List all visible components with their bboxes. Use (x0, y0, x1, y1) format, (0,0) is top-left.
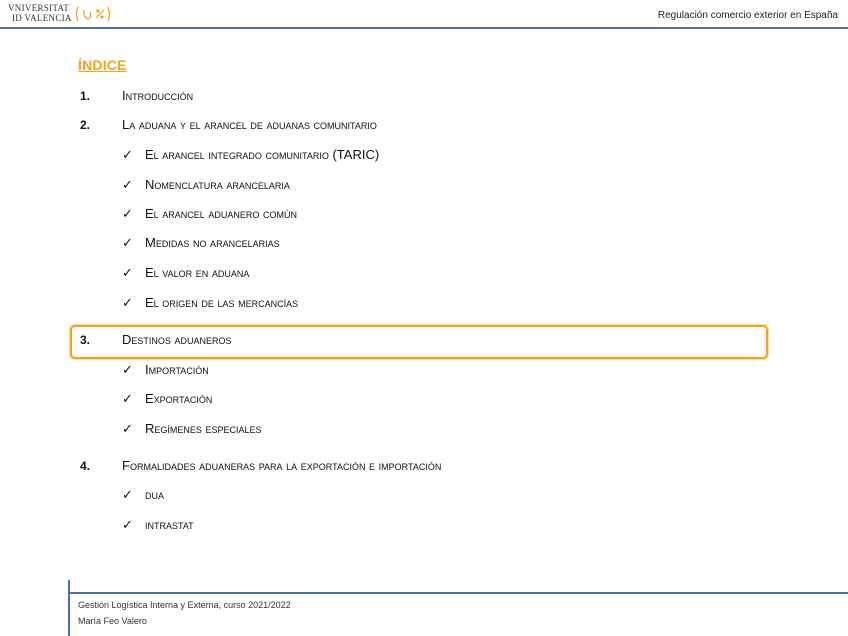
document-header-title: Regulación comercio exterior en España (657, 10, 838, 21)
footer-vertical-rule (68, 580, 70, 636)
section-label: Introducción (122, 88, 194, 103)
subsection-label: intrastat (145, 517, 194, 532)
logo-line-2: ID VALENCIA (12, 13, 72, 23)
checkmark-icon: ✓ (122, 235, 133, 250)
section-number: 2. (80, 118, 91, 132)
checkmark-icon: ✓ (122, 295, 133, 310)
subsection-label: Exportación (145, 391, 213, 406)
checkmark-icon: ✓ (122, 421, 133, 436)
subsection-label: Medidas no arancelarias (145, 235, 280, 250)
subsection-label: El arancel aduanero común (145, 206, 298, 221)
subsection-label: Regímenes especiales (145, 421, 262, 436)
university-logo (8, 3, 118, 25)
index-title: ÍNDICE (78, 57, 127, 73)
header (0, 0, 848, 28)
subsection-label: El arancel integrado comunitario (TARIC) (145, 147, 380, 162)
checkmark-icon: ✓ (122, 362, 133, 377)
logo-line-1: VNIVERSITAT (8, 3, 70, 13)
header-rule (0, 27, 848, 29)
checkmark-icon: ✓ (122, 265, 133, 280)
subsection-label: Nomenclatura arancelaria (145, 177, 290, 192)
checkmark-icon: ✓ (122, 487, 133, 502)
subsection-label: El origen de las mercancías (145, 295, 299, 310)
section-label: La aduana y el arancel de aduanas comunitario (122, 117, 377, 132)
subsection-label: dua (145, 487, 165, 502)
section-number: 4. (80, 459, 91, 473)
section-label: Formalidades aduaneras para la exportación e importación (122, 458, 442, 473)
section-number: 3. (80, 333, 91, 347)
section-number: 1. (80, 89, 91, 103)
footer-author: María Feo Valero (78, 616, 147, 626)
section-label: Destinos aduaneros (122, 332, 232, 347)
logo-mark-icon (74, 5, 112, 23)
logo-text (8, 3, 72, 23)
subsection-label: Importación (145, 362, 209, 377)
checkmark-icon: ✓ (122, 391, 133, 406)
subsection-label: El valor en aduana (145, 265, 250, 280)
checkmark-icon: ✓ (122, 177, 133, 192)
footer-course: Gestión Logística Interna y Externa, curso 2021/2022 (78, 600, 291, 610)
footer-horizontal-rule (68, 592, 848, 594)
checkmark-icon: ✓ (122, 206, 133, 221)
checkmark-icon: ✓ (122, 147, 133, 162)
checkmark-icon: ✓ (122, 517, 133, 532)
